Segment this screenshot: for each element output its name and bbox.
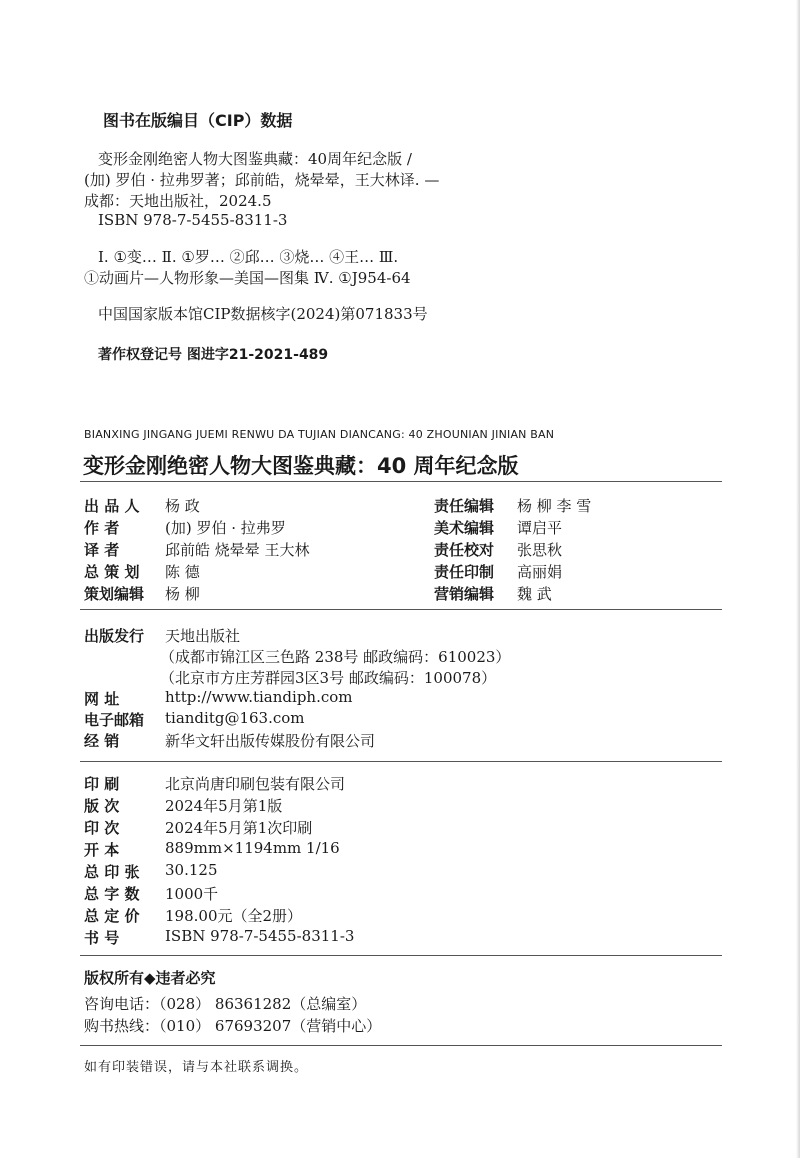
consult-phone: 咨询电话：（028） 86361282（总编室） [84,995,367,1013]
publisher-address: （北京市方庄芳群园3区3号 邮政编码：100078） [160,669,497,687]
printing-value: 198.00元（全2册） [165,907,303,925]
printing-label: 总 定 价 [84,907,140,925]
credit-value: 陈 德 [165,563,200,581]
credit-value: 张思秋 [517,541,563,559]
printing-value: 30.125 [165,861,218,879]
book-title: 变形金刚绝密人物大图鉴典藏：40 周年纪念版 [83,454,519,478]
page-edge-shadow [796,0,800,1158]
website-label: 网 址 [84,690,120,708]
divider [80,1045,722,1046]
credit-label: 营销编辑 [434,585,495,603]
cip-verification: 中国国家版本馆CIP数据核字(2024)第071833号 [98,305,428,323]
printing-value: 2024年5月第1版 [165,797,283,815]
divider [80,761,722,762]
email-link[interactable]: tianditg@163.com [165,709,305,727]
printing-value: 889mm×1194mm 1/16 [165,839,340,857]
cip-classification: ①动画片—人物形象—美国—图集 Ⅳ. ①J954-64 [84,269,411,287]
credit-label: 责任校对 [434,541,495,559]
printing-value: ISBN 978-7-5455-8311-3 [165,927,355,945]
credit-value: 魏 武 [517,585,552,603]
printing-label: 开 本 [84,841,120,859]
cip-classification: Ⅰ. ①变… Ⅱ. ①罗… ②邱… ③烧… ④王… Ⅲ. [98,248,399,266]
printing-value: 1000千 [165,885,219,903]
printing-label: 书 号 [84,929,120,947]
credit-value: 杨 政 [165,497,200,515]
printing-label: 版 次 [84,797,120,815]
credit-label: 出 品 人 [84,497,140,515]
replacement-notice: 如有印装错误，请与本社联系调换。 [84,1060,309,1075]
credit-label: 作 者 [84,519,120,537]
order-phone: 购书热线：（010） 67693207（营销中心） [84,1017,382,1035]
credit-label: 策划编辑 [84,585,145,603]
copyright-registration: 著作权登记号 图进字21-2021-489 [98,347,329,363]
distributor-name: 新华文轩出版传媒股份有限公司 [165,732,376,750]
publisher-address: （成都市锦江区三色路 238号 邮政编码：610023） [160,648,511,666]
credit-value: 杨 柳 [165,585,200,603]
website-link[interactable]: http://www.tiandiph.com [165,688,353,706]
credit-label: 美术编辑 [434,519,495,537]
printing-label: 印 次 [84,819,120,837]
distributor-label: 经 销 [84,732,120,750]
divider [80,609,722,610]
cip-line: (加) 罗伯 · 拉弗罗著；邱前皓，烧晕晕，王大林译. — [84,171,440,189]
pinyin-title: BIANXING JINGANG JUEMI RENWU DA TUJIAN DIANCANG: 40 ZHOUNIAN JINIAN BAN [84,428,555,441]
cip-line: ISBN 978-7-5455-8311-3 [98,211,288,229]
rights-heading: 版权所有◆违者必究 [84,969,216,987]
credit-value: 邱前皓 烧晕晕 王大林 [165,541,310,559]
credit-value: 谭启平 [517,519,563,537]
publisher-name: 天地出版社 [165,627,241,645]
credit-value: (加) 罗伯 · 拉弗罗 [165,519,286,537]
printing-label: 总 字 数 [84,885,140,903]
email-label: 电子邮箱 [84,711,145,729]
credit-value: 高丽娟 [517,563,563,581]
divider [80,955,722,956]
cip-line: 成都：天地出版社，2024.5 [84,192,272,210]
cip-line: 变形金刚绝密人物大图鉴典藏：40周年纪念版 / [98,150,412,168]
printing-value: 2024年5月第1次印刷 [165,819,313,837]
cip-heading: 图书在版编目（CIP）数据 [103,111,293,130]
credit-label: 译 者 [84,541,120,559]
publisher-label: 出版发行 [84,627,145,645]
printing-value: 北京尚唐印刷包装有限公司 [165,775,346,793]
credit-label: 责任编辑 [434,497,495,515]
credit-label: 总 策 划 [84,563,140,581]
printing-label: 总 印 张 [84,863,140,881]
divider [80,481,722,482]
printing-label: 印 刷 [84,775,120,793]
credit-label: 责任印制 [434,563,495,581]
credit-value: 杨 柳 李 雪 [517,497,592,515]
